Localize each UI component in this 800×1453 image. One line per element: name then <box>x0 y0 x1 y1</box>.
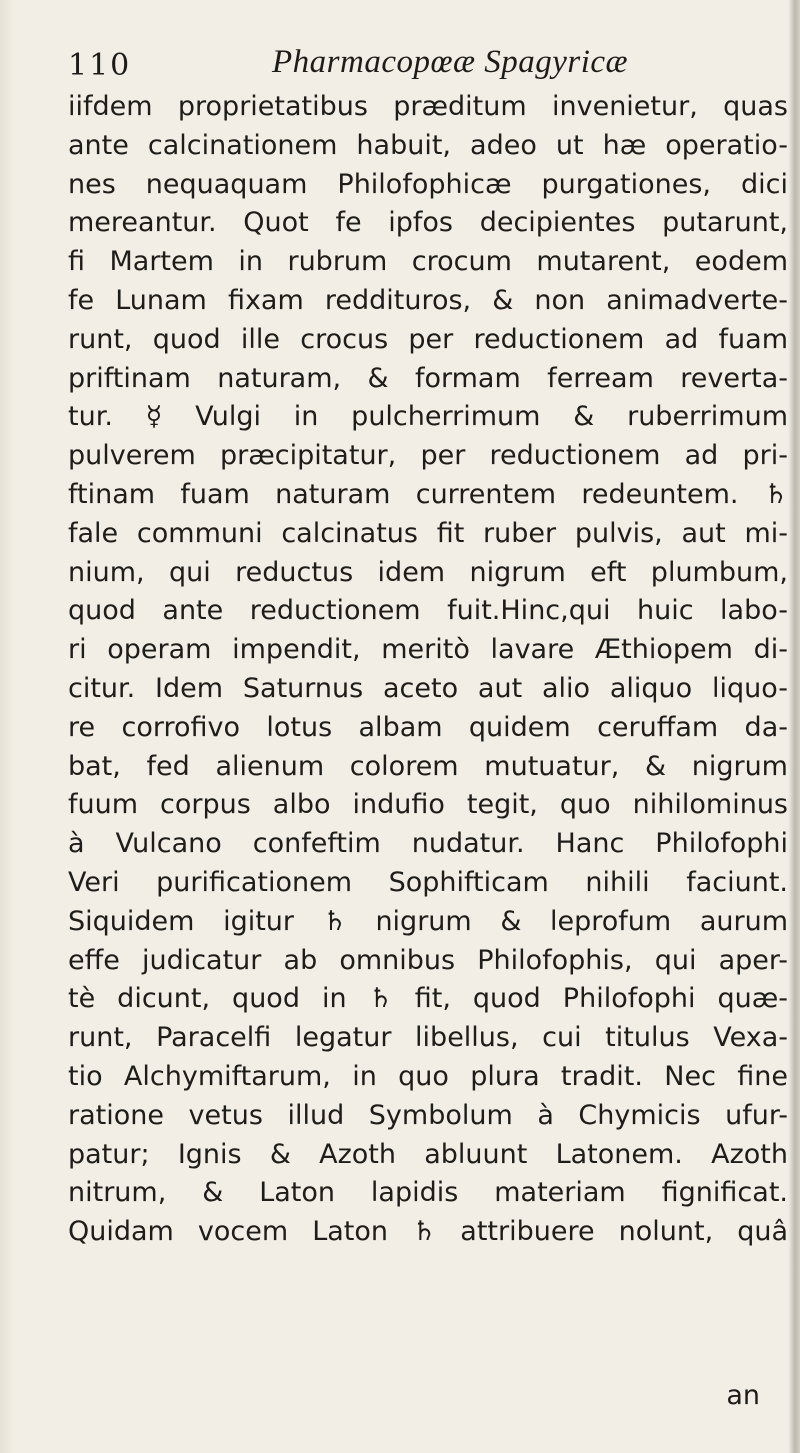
text-line: tio Alchymiftarum, in quo plura tradit. Nec fine <box>68 1060 788 1092</box>
running-title: Pharmacopœæ Spagyricæ <box>272 44 629 80</box>
text-line: priftinam naturam, & formam ferream reverta- <box>68 362 788 394</box>
text-line: fe Lunam fixam reddituros, & non animadverte- <box>68 284 788 316</box>
text-line: ftinam fuam naturam currentem redeuntem. ♄ <box>68 478 788 510</box>
text-line: ratione vetus illud Symbolum à Chymicis ufur- <box>68 1099 788 1131</box>
text-line: quod ante reductionem fuit.Hinc,qui huic labo- <box>68 595 788 627</box>
page-number: 110 <box>68 48 132 83</box>
text-line: nes nequaquam Philofophicæ purgationes, dici <box>68 168 788 200</box>
text-line: Veri purificationem Sophifticam nihili faciunt. <box>68 866 788 898</box>
text-line: ri operam impendit, meritò lavare Æthiopem di- <box>68 634 788 666</box>
page-edge <box>788 0 800 1453</box>
text-line: iifdem proprietatibus præditum invenietur, quas <box>68 91 788 122</box>
text-line: runt, Paracelfi legatur libellus, cui titulus Vexa- <box>68 1022 788 1054</box>
text-line: runt, quod ille crocus per reductionem ad fuam <box>68 323 788 355</box>
text-line: citur. Idem Saturnus aceto aut alio aliquo liquo- <box>68 672 788 704</box>
text-line: mereantur. Quot fe ipfos decipientes putarunt, <box>68 207 788 239</box>
text-line: fi Martem in rubrum crocum mutarent, eodem <box>68 246 788 278</box>
text-line: nium, qui reductus idem nigrum eft plumbum, <box>68 556 788 588</box>
text-line: bat, fed alienum colorem mutuatur, & nigrum <box>68 750 788 782</box>
text-line: nitrum, & Laton lapidis materiam fignificat. <box>68 1177 788 1209</box>
text-line: pulverem præcipitatur, per reductionem ad pri- <box>68 440 788 472</box>
text-line: fale communi calcinatus fit ruber pulvis, aut mi- <box>68 517 788 549</box>
text-line: re corrofivo lotus albam quidem ceruffam da- <box>68 711 788 743</box>
text-line: effe judicatur ab omnibus Philofophis, qui aper- <box>68 944 788 976</box>
text-line: ante calcinationem habuit, adeo ut hæ operatio- <box>68 129 788 161</box>
text-line: patur; Ignis & Azoth abluunt Latonem. Azoth <box>68 1138 788 1170</box>
text-line: tè dicunt, quod in ♄ fit, quod Philofophi quæ- <box>68 983 788 1015</box>
catchword: an <box>726 1380 760 1411</box>
text-line: Quidam vocem Laton ♄ attribuere nolunt, quâ <box>68 1216 788 1248</box>
text-line: fuum corpus albo indufio tegit, quo nihilominus <box>68 789 788 821</box>
page-header <box>68 40 788 90</box>
body-text <box>68 88 788 1252</box>
text-line: à Vulcano confeftim nudatur. Hanc Philofophi <box>68 828 788 860</box>
text-line: Siquidem igitur ♄ nigrum & leprofum aurum <box>68 905 788 937</box>
text-line: tur. ☿ Vulgi in pulcherrimum & ruberrimum <box>68 401 788 433</box>
